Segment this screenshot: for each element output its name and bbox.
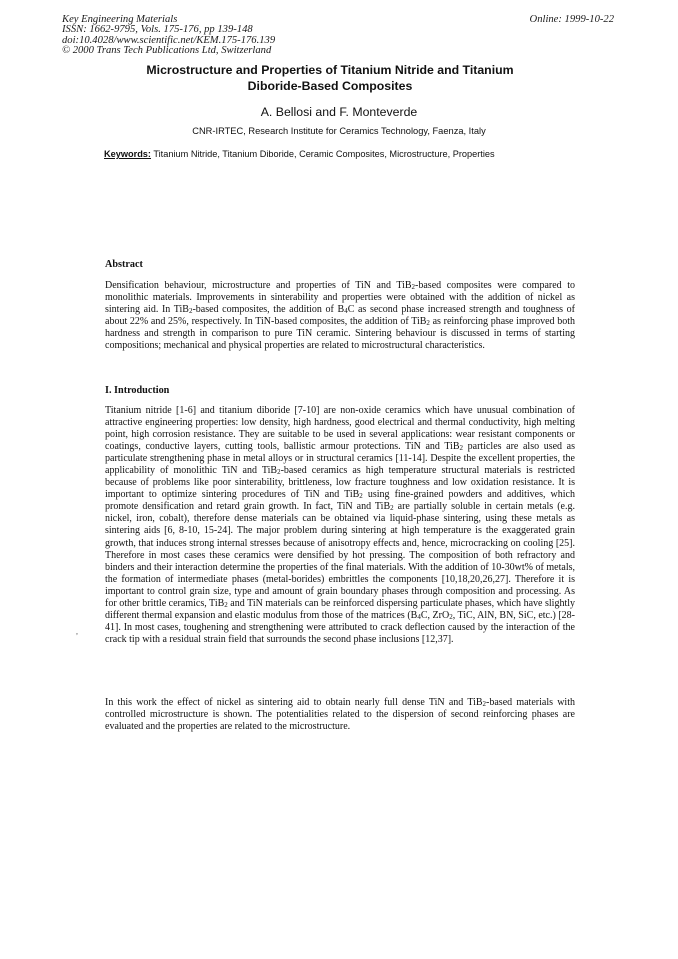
title-line-2: Diboride-Based Composites [247,78,413,93]
introduction-heading: I. Introduction [105,385,170,396]
introduction-paragraph-2: In this work the effect of nickel as sintering aid to obtain nearly full dense TiN and TiB$_2$-based materials with controlled microstructure is shown. The potentialities related to the dispersion of second reinforcing phases are evaluated and the properties are related to the microstructure. [105,697,575,733]
journal-doi: doi:10.4028/www.scientific.net/KEM.175-176.139 [62,34,276,46]
keywords-label: Keywords: [104,149,151,159]
paper-title [90,63,570,94]
stray-mark: , [76,627,78,636]
keywords-text: Titanium Nitride, Titanium Diboride, Ceramic Composites, Microstructure, Properties [153,149,495,159]
introduction-paragraph-1: Titanium nitride [1-6] and titanium diboride [7-10] are non-oxide ceramics which have unusual combination of attractive engineering properties: low density, high hardness, good electrical and thermal conductivity, high melting point, high corrosion resistance. They are suitable to be used in several applications: wear resistant components or coatings, conductive layers, cutting tools, ballistic armour protections. TiN and TiB$_2$ particles are also used as particulate strengthening phase in metal alloys or in structural ceramics [11-14]. Despite the excellent properties, the applicability of monolithic TiN and TiB$_2$-based ceramics as high temperature structural materials is restricted because of problems like poor sinterability, brittleness, low fracture toughness and low oxidation resistance. It is important to optimize sintering procedures of TiN and TiB$_2$ using fine-grained powders and additives, which promote densification and retard grain growth. In fact, TiN and TiB$_2$ are partially soluble in certain metals (e.g. nickel, iron, cobalt), therefore dense materials can be obtained via liquid-phase sintering, using these metals as sintering aids [6, 8-10, 15-24]. The major problem during sintering at high temperature is the exaggerated grain growth, that induces strong internal stresses because of anisotropy effects and, hence, microcracking on cooling [25]. Therefore in most cases these ceramics were densified by hot pressing. The composition of both refractory and binders and their interaction determine the properties of the final materials. With the addition of 10-30wt% of metals, the formation of intermediate phases (metal-borides) embrittles the components [10,18,20,26,27]. Therefore it is important to control grain size, type and amount of grain boundary phases through composition and processing. As for other brittle ceramics, TiB$_2$ and TiN materials can be reinforced dispersing particulate phases, which have slightly different thermal expansion and elastic modulus from those of the matrices ($B_4C$, ZrO$_2$, TiC, AlN, BN, SiC, etc.) [28-41]. In most cases, toughening and strengthening were attributed to crack deflection caused by the interaction of the crack tip with a residual strain field that surrounds the second phase inclusions [12,37]. [105,405,576,645]
authors: A. Bellosi and F. Monteverde [260,105,418,119]
affiliation: CNR-IRTEC, Research Institute for Ceramics Technology, Faenza, Italy [192,126,486,136]
journal-issn: ISSN: 1662-9795, Vols. 175-176, pp 139-148 [62,24,253,36]
abstract-heading: Abstract [105,259,143,270]
keywords [104,149,495,159]
journal-name: Key Engineering Materials [62,14,178,25]
journal-info [62,15,275,57]
online-date: Online: 1999-10-22 [529,14,614,25]
abstract-text: Densification behaviour, microstructure and properties of TiN and TiB$_2$-based composites were compared to monolithic materials. Improvements in sinterability and properties were obtained with the addition of nickel as sintering aid. In TiB$_2$-based composites, the addition of $B_4C$ as second phase increased strength and toughness of about 22% and 25%, respectively. In TiN-based composites, the addition of TiB$_2$ as reinforcing phase improved both hardness and strength in comparison to pure TiN ceramic. Sintering behaviour is discussed in terms of starting compositions; mechanical and physical properties are related to microstructural characteristics. [105,280,575,352]
journal-copyright: © 2000 Trans Tech Publications Ltd, Switzerland [62,45,272,57]
title-line-1: Microstructure and Properties of Titanium Nitride and Titanium [146,63,514,77]
